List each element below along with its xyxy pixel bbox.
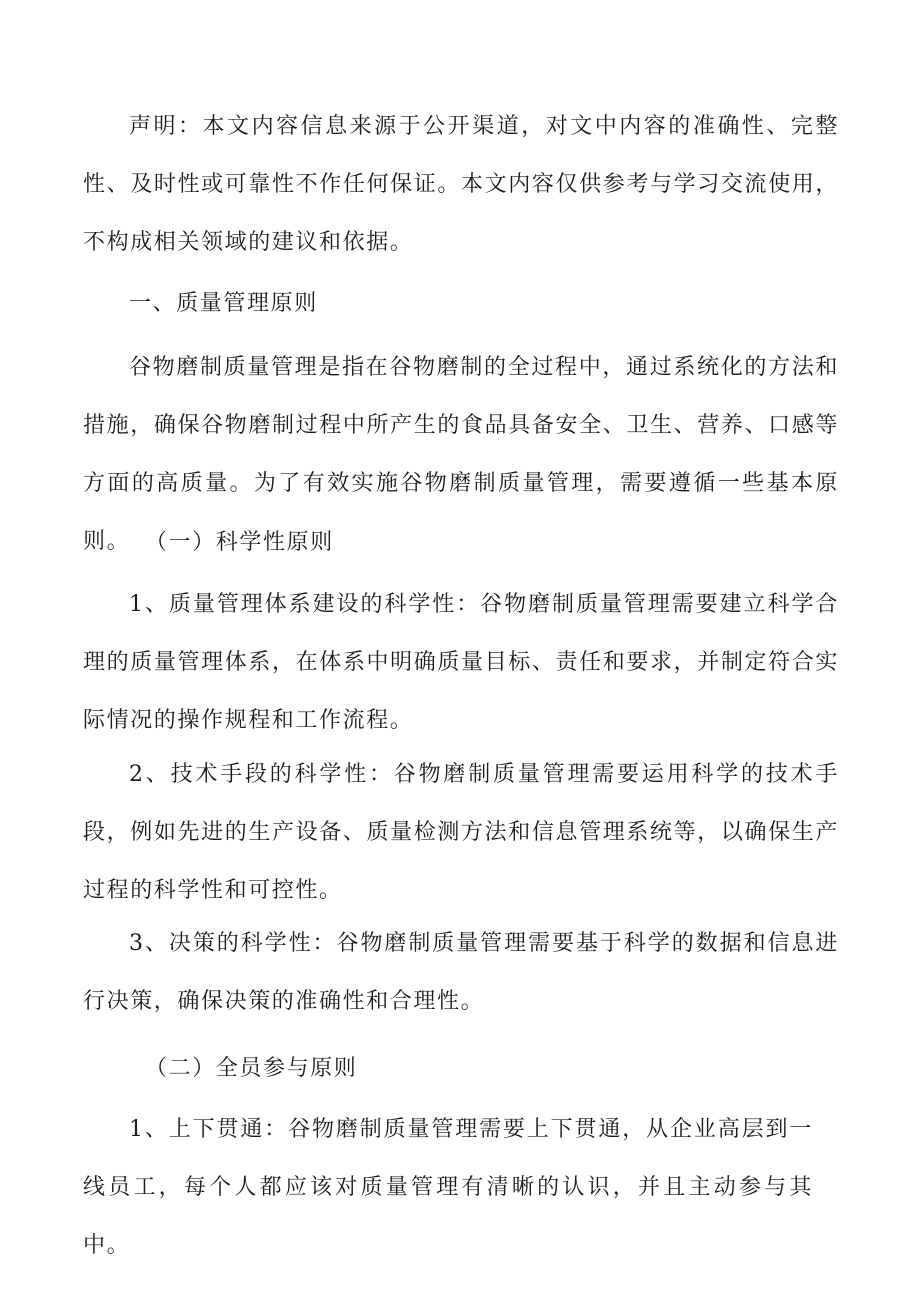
paragraph-system-construction: 1、质量管理体系建设的科学性：谷物磨制质量管理需要建立科学合理的质量管理体系，在体系中明确质量目标、责任和要求，并制定符合实际情况的操作规程和工作流程。 bbox=[83, 592, 839, 733]
section-intro-paragraph: 谷物磨制质量管理是指在谷物磨制的全过程中，通过系统化的方法和措施，确保谷物磨制过程中所产生的食品具备安全、卫生、营养、口感等方面的高质量。为了有效实施谷物磨制质量管理，需要遵循一些基本原则。 bbox=[83, 355, 839, 554]
paragraph-decision-making: 3、决策的科学性：谷物磨制质量管理需要基于科学的数据和信息进行决策，确保决策的准确性和合理性。 bbox=[83, 931, 839, 1014]
paragraph-top-down: 1、上下贯通：谷物磨制质量管理需要上下贯通，从企业高层到一线员工，每个人都应该对质量管理有清晰的认识，并且主动参与其中。 bbox=[83, 1117, 813, 1258]
subheading-full-participation: （二）全员参与原则 bbox=[145, 1056, 358, 1081]
subheading-scientific-principle: （一）科学性原则 bbox=[145, 530, 334, 555]
declaration-paragraph: 声明：本文内容信息来源于公开渠道，对文中内容的准确性、完整性、及时性或可靠性不作任何保证。本文内容仅供参考与学习交流使用，不构成相关领域的建议和依据。 bbox=[83, 114, 839, 255]
paragraph-technical-means: 2、技术手段的科学性：谷物磨制质量管理需要运用科学的技术手段，例如先进的生产设备、质量检测方法和信息管理系统等，以确保生产过程的科学性和可控性。 bbox=[83, 762, 839, 903]
section-heading-quality-principles: 一、质量管理原则 bbox=[129, 291, 318, 316]
